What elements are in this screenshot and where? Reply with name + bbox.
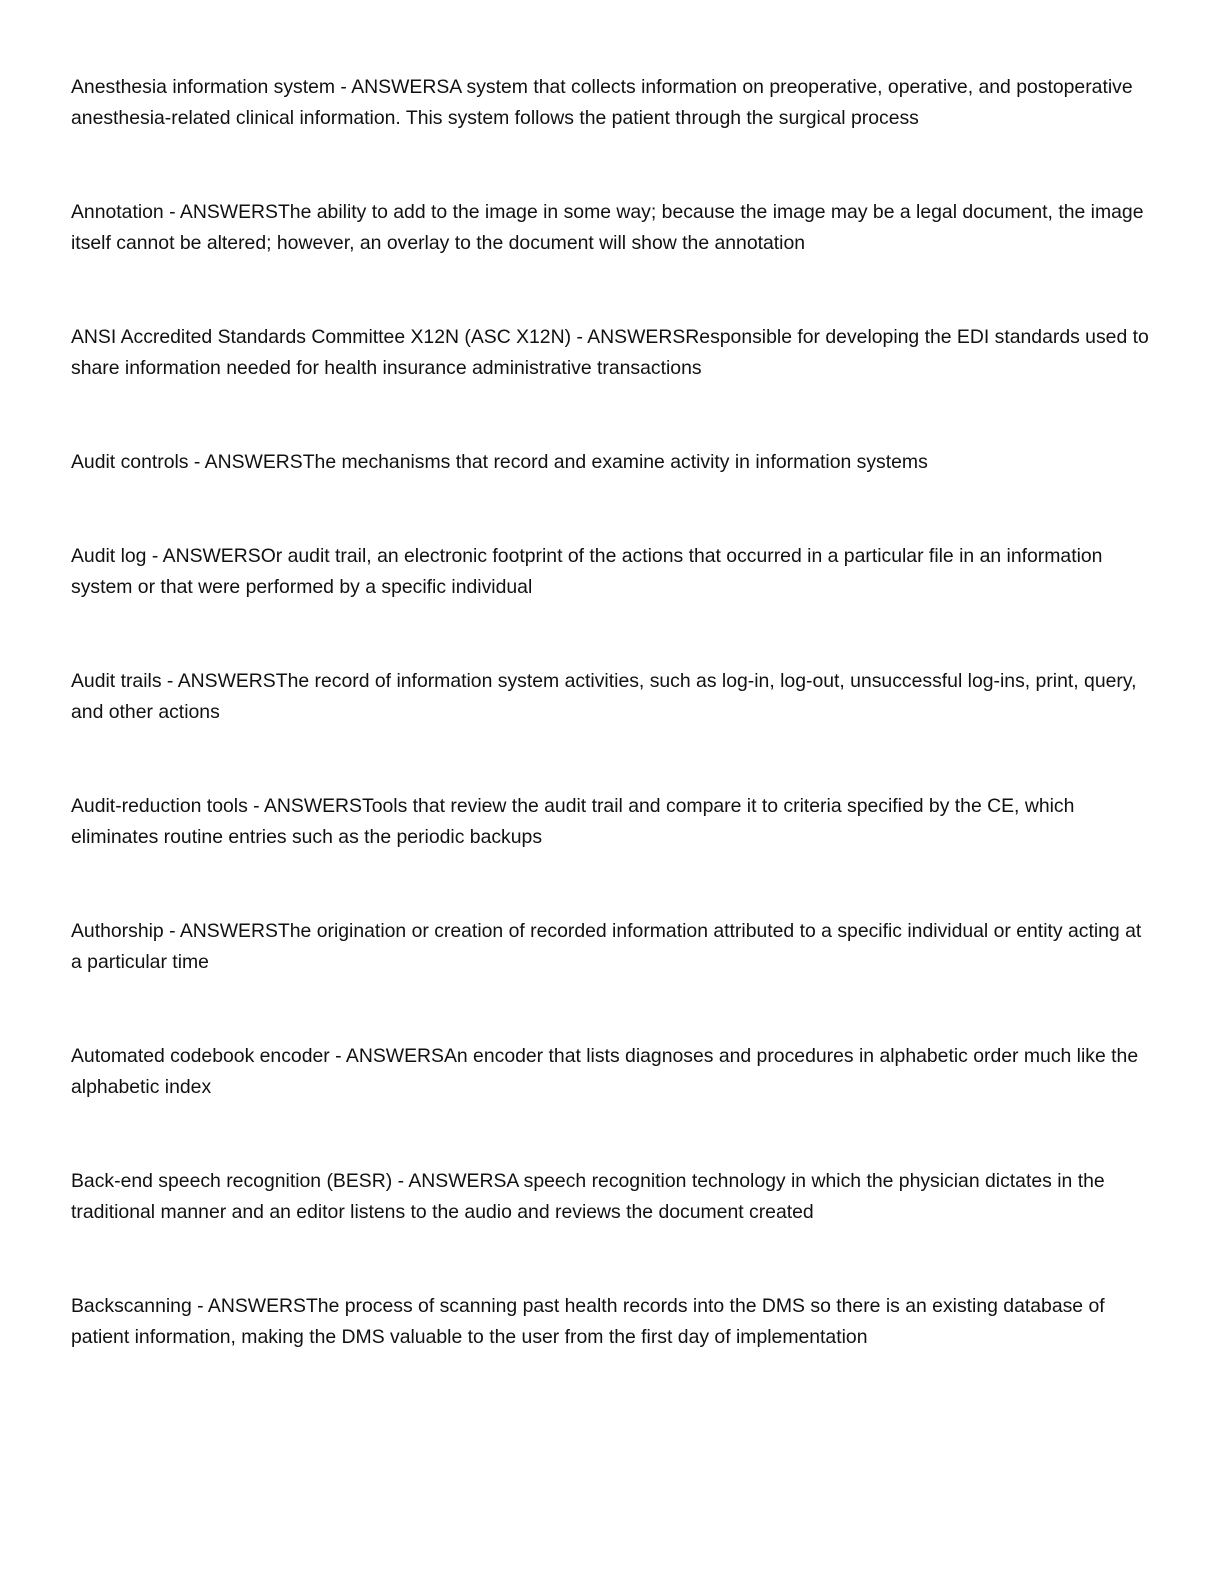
entry-separator: - ANSWERS bbox=[146, 545, 261, 567]
glossary-entry bbox=[71, 322, 1151, 384]
entry-separator: - ANSWERS bbox=[191, 1295, 306, 1317]
entry-separator: - ANSWERS bbox=[163, 920, 278, 942]
glossary-entry bbox=[71, 666, 1151, 728]
entry-separator: - ANSWERS bbox=[329, 1045, 444, 1067]
glossary-entry bbox=[71, 197, 1151, 259]
entry-separator: - ANSWERS bbox=[188, 451, 303, 473]
entry-answer: Responsible for developing the EDI standards used to share information needed for health insurance administrative transactions bbox=[71, 326, 1149, 379]
entry-answer: The origination or creation of recorded information attributed to a specific individual or entity acting at a particular time bbox=[71, 920, 1142, 973]
glossary-entry bbox=[71, 541, 1151, 603]
entry-term: Audit controls bbox=[71, 451, 189, 473]
entry-separator: - ANSWERS bbox=[392, 1170, 507, 1192]
entry-term: Back-end speech recognition (BESR) bbox=[71, 1170, 393, 1192]
entry-answer: The mechanisms that record and examine activity in information systems bbox=[302, 451, 928, 473]
entry-answer: The process of scanning past health records into the DMS so there is an existing database of patient information, making the DMS valuable to the user from the first day of implementation bbox=[71, 1295, 1105, 1348]
entry-term: Authorship bbox=[71, 920, 164, 942]
entry-answer: A speech recognition technology in which the physician dictates in the traditional manner and an editor listens to the audio and reviews the document created bbox=[71, 1170, 1105, 1223]
glossary-entry bbox=[71, 1291, 1151, 1353]
glossary-entries bbox=[71, 72, 1151, 1416]
glossary-entry bbox=[71, 72, 1151, 134]
entry-answer: Or audit trail, an electronic footprint of the actions that occurred in a particular file in an information system or that were performed by a specific individual bbox=[71, 545, 1103, 598]
entry-term: ANSI Accredited Standards Committee X12N (ASC X12N) bbox=[71, 326, 572, 348]
entry-answer: Tools that review the audit trail and compare it to criteria specified by the CE, which eliminates routine entries such as the periodic backups bbox=[71, 795, 1075, 848]
entry-separator: - ANSWERS bbox=[163, 201, 278, 223]
entry-separator: - ANSWERS bbox=[247, 795, 362, 817]
glossary-entry bbox=[71, 916, 1151, 978]
entry-term: Audit log bbox=[71, 545, 147, 567]
entry-separator: - ANSWERS bbox=[571, 326, 686, 348]
entry-separator: - ANSWERS bbox=[335, 76, 450, 98]
entry-answer: An encoder that lists diagnoses and procedures in alphabetic order much like the alphabetic index bbox=[71, 1045, 1139, 1098]
entry-separator: - ANSWERS bbox=[161, 670, 276, 692]
entry-term: Audit-reduction tools bbox=[71, 795, 248, 817]
entry-term: Audit trails bbox=[71, 670, 162, 692]
entry-answer: The ability to add to the image in some way; because the image may be a legal document, the image itself cannot be altered; however, an overlay to the document will show the annotation bbox=[71, 201, 1144, 254]
glossary-entry bbox=[71, 1041, 1151, 1103]
entry-term: Annotation bbox=[71, 201, 164, 223]
entry-term: Automated codebook encoder bbox=[71, 1045, 330, 1067]
entry-answer: The record of information system activities, such as log-in, log-out, unsuccessful log-ins, print, query, and other actions bbox=[71, 670, 1137, 723]
entry-term: Backscanning bbox=[71, 1295, 192, 1317]
entry-term: Anesthesia information system bbox=[71, 76, 336, 98]
glossary-entry bbox=[71, 447, 1151, 478]
glossary-entry bbox=[71, 1166, 1151, 1228]
glossary-entry bbox=[71, 791, 1151, 853]
entry-answer: A system that collects information on preoperative, operative, and postoperative anesthesia-related clinical information. This system follows the patient through the surgical process bbox=[71, 76, 1133, 129]
